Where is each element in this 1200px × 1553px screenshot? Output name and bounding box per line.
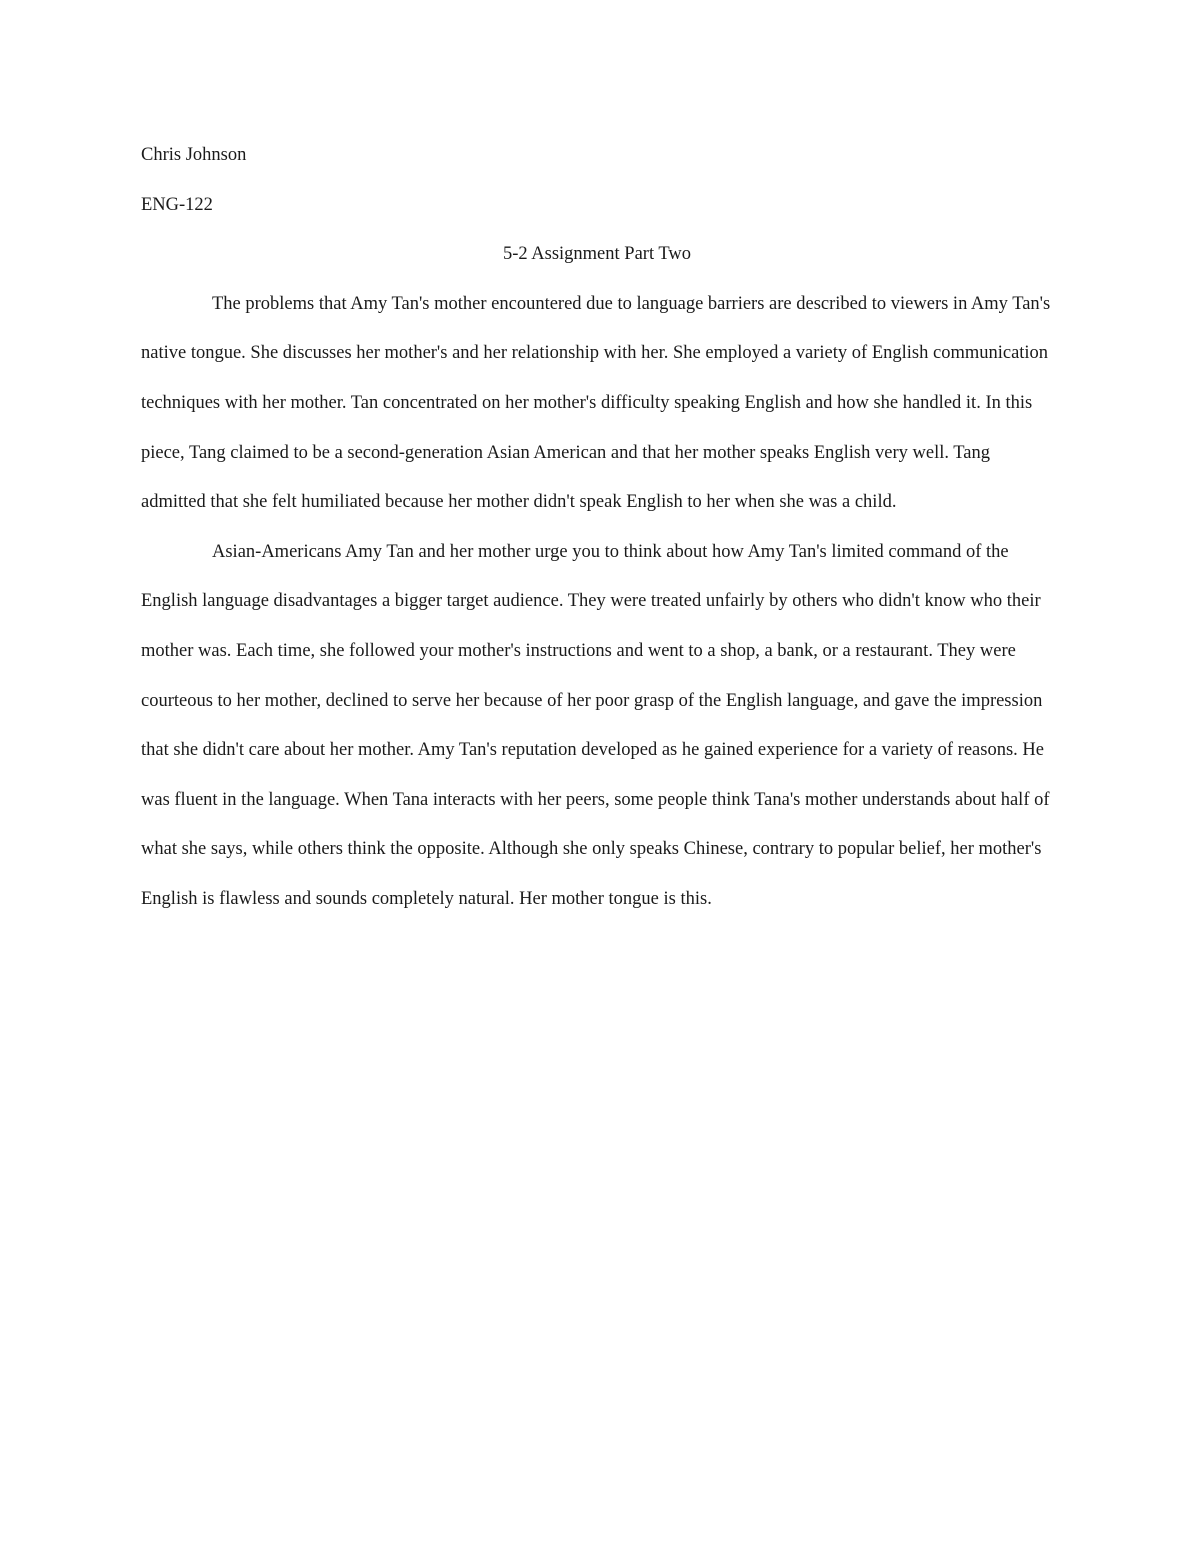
course-code: ENG-122 (141, 194, 213, 215)
document-body (141, 131, 1053, 925)
paragraph-2: Asian-Americans Amy Tan and her mother urge you to think about how Amy Tan's limited command of the English language disadvantages a bigger target audience. They were treated unfairly by others who didn't know who their mother was. Each time, she followed your mother's instructions and went to a shop, a bank, or a restaurant. They were courteous to her mother, declined to serve her because of her poor grasp of the English language, and gave the impression that she didn't care about her mother. Amy Tan's reputation developed as he gained experience for a variety of reasons. He was fluent in the language. When Tana interacts with her peers, some people think Tana's mother understands about half of what she says, while others think the opposite. Although she only speaks Chinese, contrary to popular belief, her mother's English is flawless and sounds completely natural. Her mother tongue is this. (141, 541, 1050, 909)
paragraph-1: The problems that Amy Tan's mother encountered due to language barriers are described to viewers in Amy Tan's native tongue. She discusses her mother's and her relationship with her. She employed a variety of English communication techniques with her mother. Tan concentrated on her mother's difficulty speaking English and how she handled it. In this piece, Tang claimed to be a second-generation Asian American and that her mother speaks English very well. Tang admitted that she felt humiliated because her mother didn't speak English to her when she was a child. (141, 293, 1051, 513)
document-title: 5-2 Assignment Part Two (503, 244, 691, 265)
author-name: Chris Johnson (141, 145, 247, 165)
